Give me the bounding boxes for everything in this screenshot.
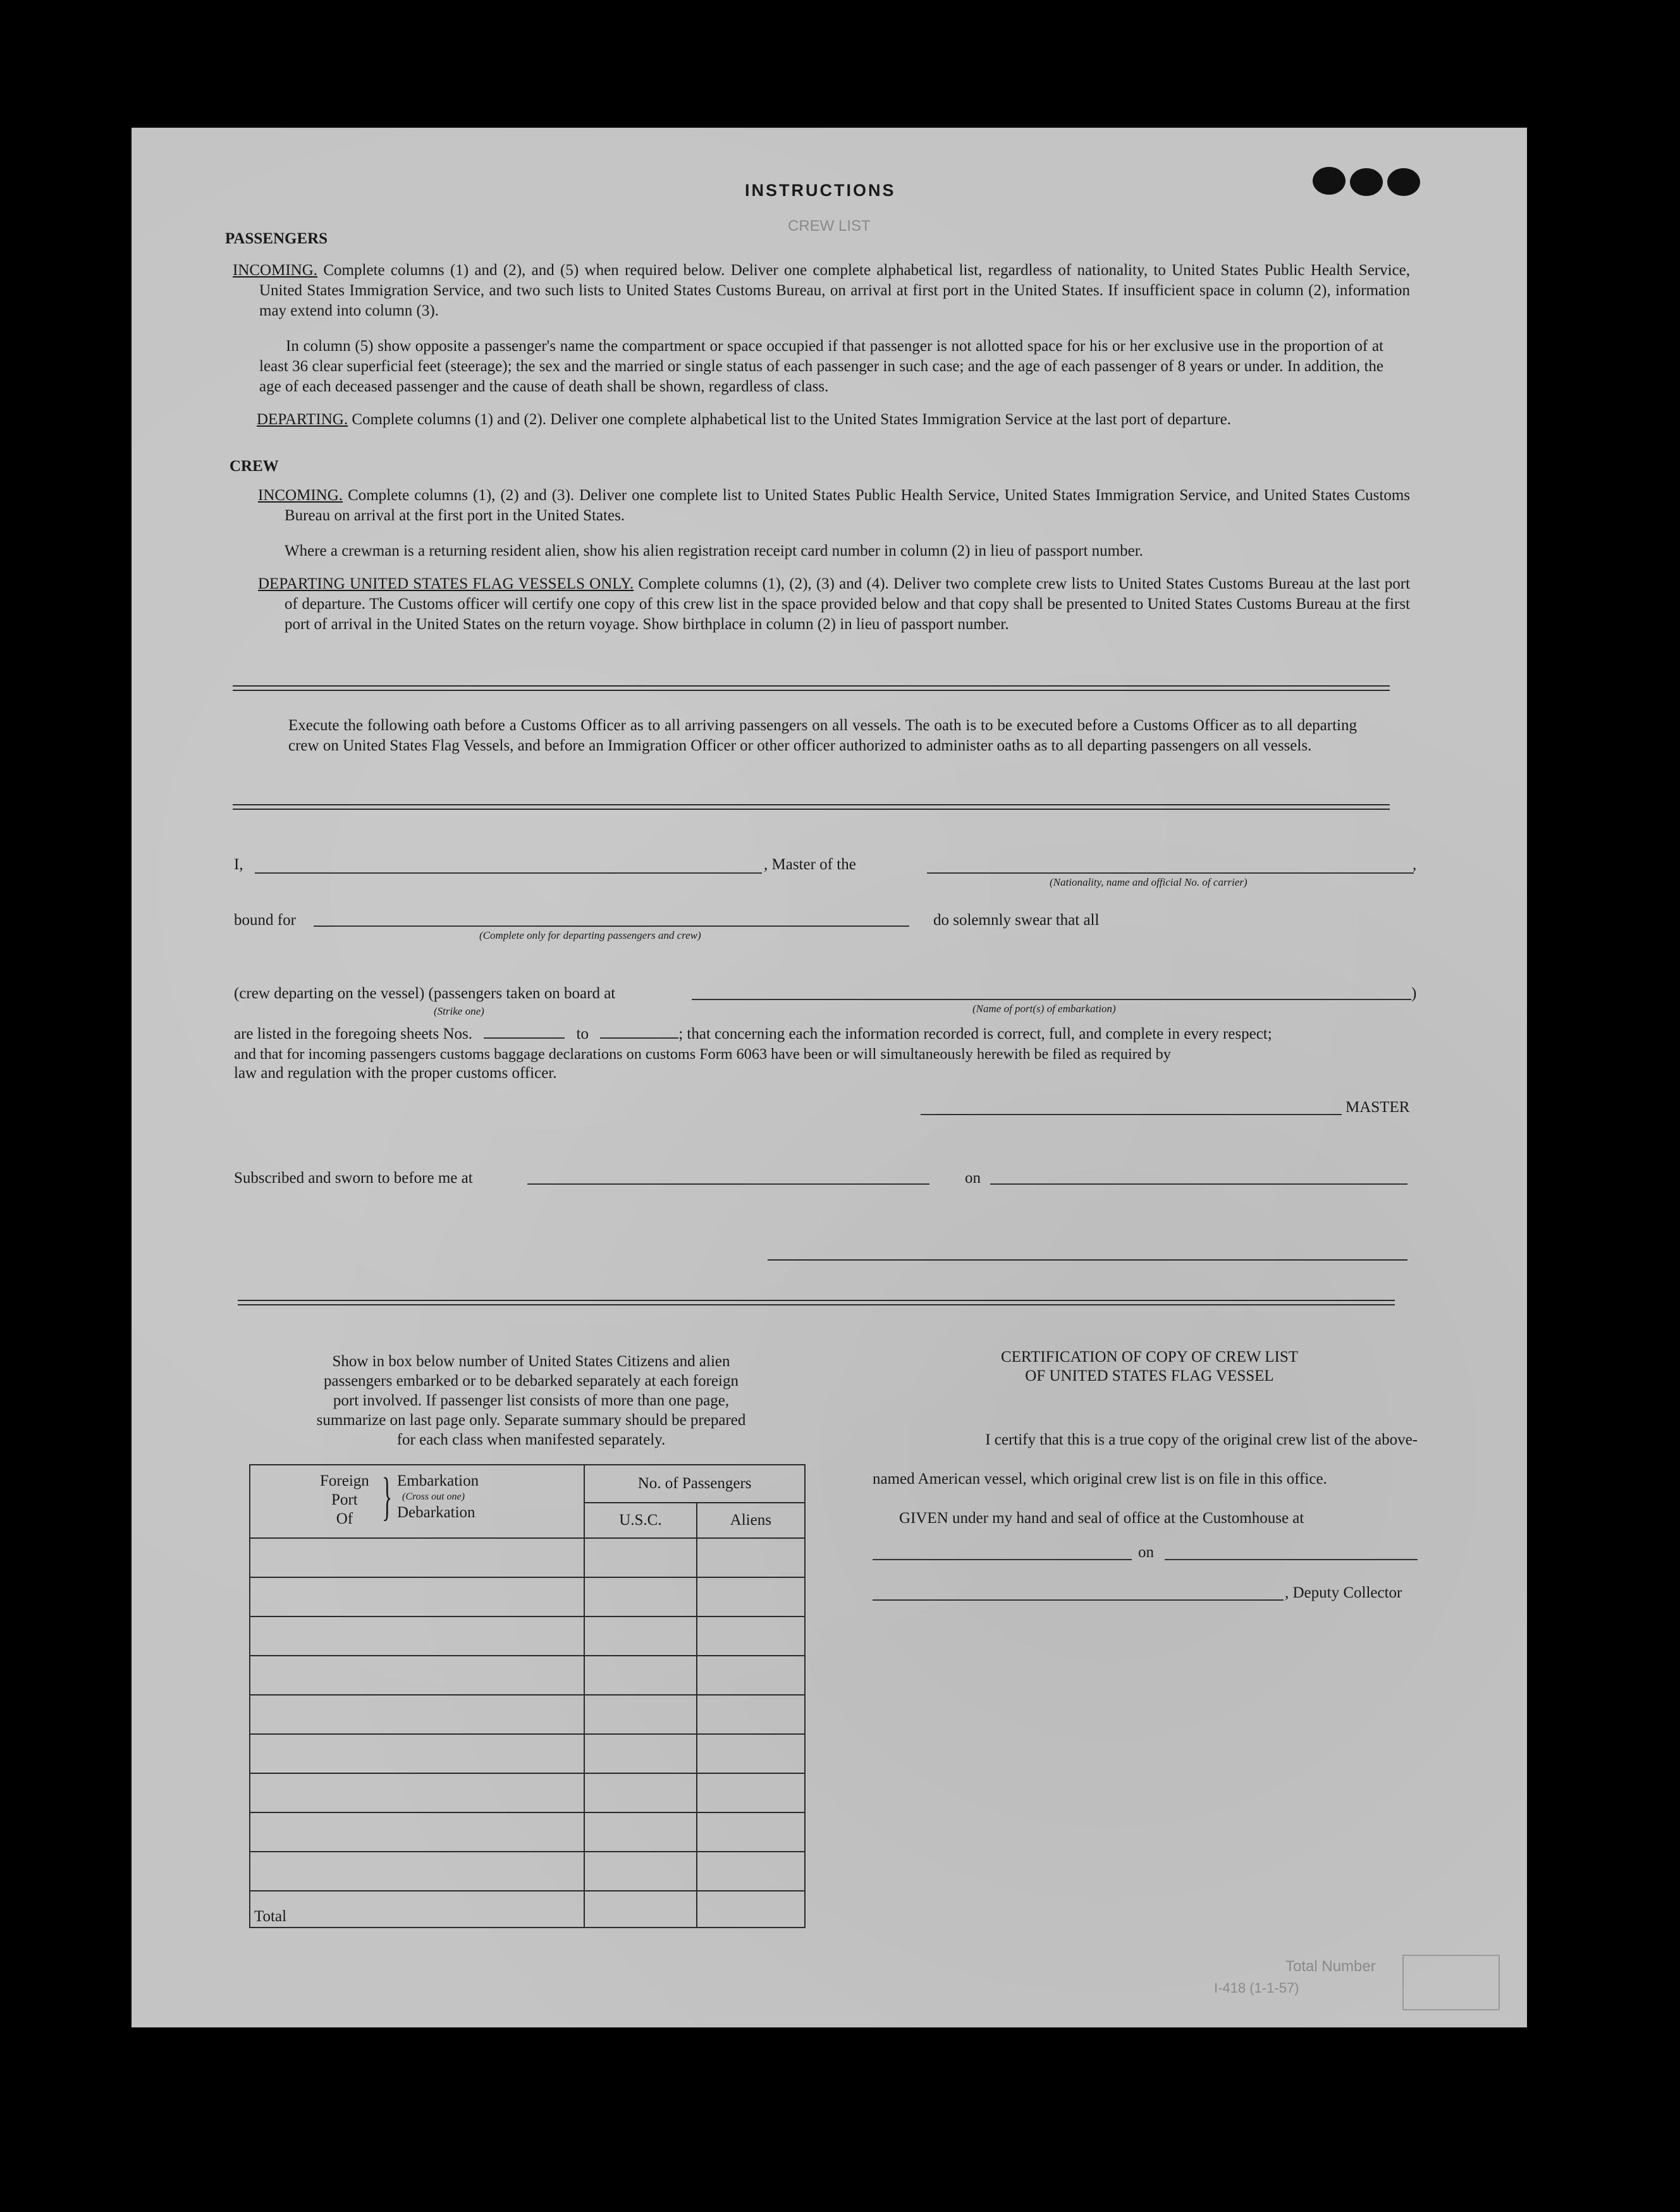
customhouse-field[interactable] [873,1559,1132,1560]
passenger-summary-table [249,1464,806,1928]
debarkation-label: Debarkation [397,1504,475,1521]
crew-heading: CREW [230,458,279,475]
punch-hole [1387,168,1420,196]
passengers-heading: PASSENGERS [225,230,328,247]
master-label: MASTER [1346,1099,1410,1116]
oath-listed-a: are listed in the foregoing sheets Nos. [234,1025,472,1042]
of-label: Of [336,1510,353,1527]
strike-one-note: (Strike one) [434,1005,484,1017]
port-label: Port [331,1491,358,1508]
officer-signature-line[interactable] [768,1259,1407,1261]
port-cell[interactable] [250,1577,584,1616]
show-through-total-number: Total Number [1285,1958,1376,1975]
usc-cell[interactable] [584,1734,696,1773]
page-title: INSTRUCTIONS [745,181,896,200]
port-cell[interactable] [250,1695,584,1734]
port-cell[interactable] [250,1812,584,1852]
usc-cell[interactable] [584,1538,696,1577]
show-through-crew-list: CREW LIST [788,217,871,235]
sworn-place-field[interactable] [527,1183,929,1185]
master-name-field[interactable] [255,872,762,874]
oath-listed-c: and that for incoming passengers customs baggage declarations on customs Form 6063 have been or will simultaneously herewith be filed as required by [234,1046,1171,1063]
aliens-cell[interactable] [697,1577,805,1616]
passengers-incoming-block [233,260,1410,321]
crew-incoming-label: INCOMING. [258,487,343,504]
certification-date-field[interactable] [1165,1559,1418,1560]
summary-instructions-line: summarize on last page only. Separate summary should be prepared [316,1412,746,1429]
summary-instructions-line: port involved. If passenger list consists of more than one page, [333,1392,730,1409]
section-divider [233,804,1390,810]
aliens-cell[interactable] [697,1616,805,1656]
aliens-cell[interactable] [697,1695,805,1734]
oath-i: I, [234,856,243,873]
cross-out-note: (Cross out one) [402,1491,465,1502]
master-signature-field[interactable] [921,1114,1342,1115]
bound-for-note: (Complete only for departing passengers and crew) [479,929,701,941]
no-passengers-header: No. of Passengers [584,1465,805,1503]
oath-close-paren: ) [1411,985,1417,1002]
punch-hole [1313,167,1346,195]
crew-departing-label: DEPARTING UNITED STATES FLAG VESSELS ONLY. [258,575,634,592]
oath-master-of-the: , Master of the [764,856,856,873]
usc-cell[interactable] [584,1616,696,1656]
oath-listed-b: ; that concerning each the information recorded is correct, full, and complete in every respect; [678,1025,1272,1042]
nationality-note: (Nationality, name and official No. of carrier) [1050,876,1248,888]
passengers-departing-block [257,410,1395,430]
port-cell[interactable] [250,1734,584,1773]
punch-hole [1350,168,1383,196]
summary-instructions-line: passengers embarked or to be debarked separately at each foreign [324,1372,739,1390]
passengers-incoming-text: Complete columns (1) and (2), and (5) when required below. Deliver one complete alphabetical list, regardless of nationality, to United States Public Health Service, United States Immigration Service, and two such lists to United States Customs Bureau, on arrival at first port in the United States. If insufficient space in column (2), information may extend into column (3). [259,262,1411,319]
usc-header: U.S.C. [584,1503,696,1538]
sheet-to-field[interactable] [600,1025,678,1039]
certification-title [916,1348,1383,1386]
deputy-collector-field[interactable] [873,1599,1284,1601]
oath-subscribed: Subscribed and sworn to before me at [234,1170,473,1187]
oath-listed-to: to [576,1025,589,1042]
form-sheet [132,128,1527,2027]
port-cell[interactable] [250,1538,584,1577]
aliens-header: Aliens [697,1503,805,1538]
aliens-total-cell[interactable] [697,1891,805,1928]
ports-note: (Name of port(s) of embarkation) [972,1003,1116,1015]
certification-title-line-1: CERTIFICATION OF COPY OF CREW LIST [1000,1348,1299,1366]
port-cell[interactable] [250,1852,584,1891]
usc-cell[interactable] [584,1773,696,1812]
aliens-cell[interactable] [697,1734,805,1773]
summary-instructions-line: for each class when manifested separately. [396,1431,666,1448]
deputy-collector-label: , Deputy Collector [1285,1584,1402,1601]
carrier-field[interactable] [927,872,1414,874]
certification-line-2: named American vessel, which original crew list is on file in this office. [873,1470,1327,1488]
crew-alien-text: Where a crewman is a returning resident alien, show his alien registration receipt card number in column (2) in lieu of passport number. [285,542,1143,559]
aliens-cell[interactable] [697,1852,805,1891]
usc-cell[interactable] [584,1812,696,1852]
usc-cell[interactable] [584,1656,696,1695]
port-cell[interactable] [250,1773,584,1812]
embarkation-label: Embarkation [397,1472,479,1489]
summary-instructions-line: Show in box below number of United States Citizens and alien [332,1353,730,1370]
sworn-date-field[interactable] [990,1183,1407,1185]
show-through-box [1402,1955,1500,2010]
aliens-cell[interactable] [697,1773,805,1812]
total-label: Total [250,1891,584,1928]
oath-intro: Execute the following oath before a Customs Officer as to all arriving passengers on all vessels. The oath is to be executed before a Customs Officer as to all departing crew on United States Flag Vessels, and before an Immigration Officer or other officer authorized to administer oaths as to all departing passengers on all vessels. [288,717,1357,754]
passengers-departing-text: Complete columns (1) and (2). Deliver one complete alphabetical list to the United States Immigration Service at the last port of departure. [352,411,1231,428]
aliens-cell[interactable] [697,1656,805,1695]
aliens-cell[interactable] [697,1538,805,1577]
crew-departing-block [258,574,1410,635]
usc-cell[interactable] [584,1852,696,1891]
usc-cell[interactable] [584,1577,696,1616]
crew-departing-text: Complete columns (1), (2), (3) and (4). Deliver two complete crew lists to United States Customs Bureau at the last port of departure. The Customs officer will certify one copy of this crew list in the space provided below and that copy shall be presented to United States Customs Bureau at the first port of arrival in the United States on the return voyage. Show birthplace in column (2) in lieu of passport number. [285,575,1411,633]
oath-comma: , [1413,856,1417,873]
section-divider [233,685,1390,691]
show-through-form-no: I-418 (1-1-57) [1214,1980,1299,1996]
certification-line-3: GIVEN under my hand and seal of office at the Customhouse at [899,1510,1304,1527]
passengers-incoming-label: INCOMING. [233,262,318,279]
foreign-label: Foreign [320,1472,369,1489]
oath-swear: do solemnly swear that all [933,912,1100,929]
usc-total-cell[interactable] [584,1891,696,1928]
summary-instructions [278,1352,784,1450]
port-cell[interactable] [250,1616,584,1656]
aliens-cell[interactable] [697,1812,805,1852]
crew-incoming-block [258,486,1410,526]
passengers-column5-text: In column (5) show opposite a passenger's name the compartment or space occupied if that passenger is not allotted space for his or her exclusive use in the proportion of at least 36 clear superficial feet (steerage); the sex and the married or single status of each passenger in such case; and the age of each passenger of 8 years or under. In addition, the age of each deceased passenger and the cause of death shall be shown, regardless of class. [259,338,1383,395]
passengers-departing-label: DEPARTING. [257,411,348,428]
oath-listed-d: law and regulation with the proper customs officer. [234,1065,557,1082]
brace-glyph: } [382,1467,393,1526]
certification-on: on [1138,1544,1154,1561]
port-cell[interactable] [250,1656,584,1695]
bound-for-field[interactable] [314,926,909,927]
crew-incoming-text: Complete columns (1), (2) and (3). Deliver one complete list to United States Public Health Service, United States Immigration Service, and United States Customs Bureau on arrival at the first port in the United States. [285,487,1411,524]
oath-crew-departing: (crew departing on the vessel) (passengers taken on board at [234,985,616,1002]
oath-sworn-on: on [965,1170,981,1187]
certification-title-line-2: OF UNITED STATES FLAG VESSEL [1025,1367,1274,1384]
port-header-cell [250,1465,584,1538]
usc-cell[interactable] [584,1695,696,1734]
sheet-from-field[interactable] [484,1025,565,1039]
certification-line-1: I certify that this is a true copy of the original crew list of the above- [985,1431,1418,1448]
section-divider [238,1300,1395,1305]
ports-field[interactable] [692,999,1411,1000]
oath-listed-line-1 [234,1024,1416,1044]
oath-bound-for: bound for [234,912,296,929]
